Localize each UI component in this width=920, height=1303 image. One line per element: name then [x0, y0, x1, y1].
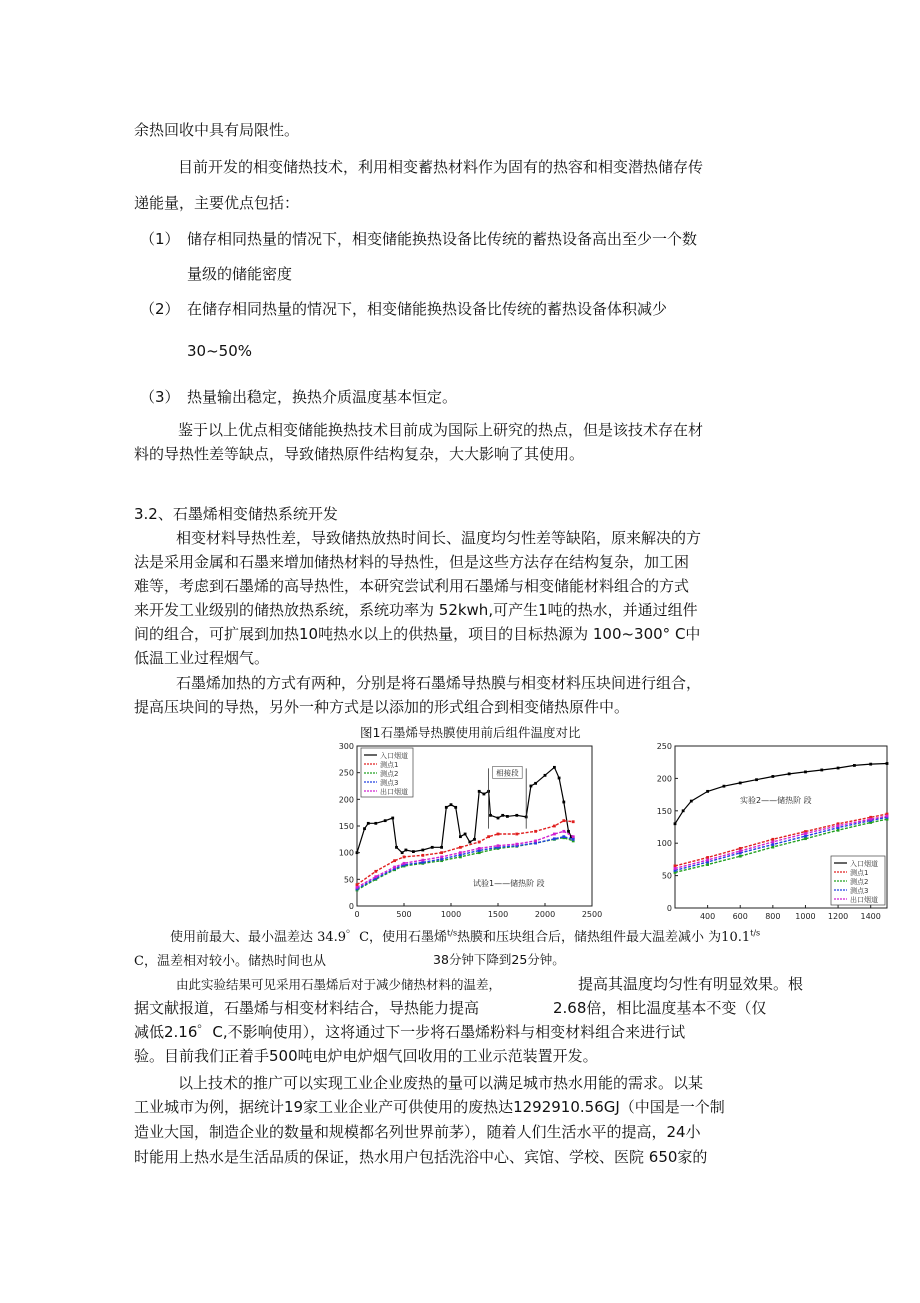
c2-point	[771, 843, 774, 846]
c2-xtick-label: 400	[699, 912, 716, 921]
c1-point	[393, 866, 396, 869]
c1-point	[483, 793, 486, 796]
para-res-line4: 验。目前我们正着手500吨电炉电炉烟气回收用的工业示范装置开发。	[134, 1047, 598, 1065]
c2-point	[739, 847, 742, 850]
c1-point	[553, 837, 556, 840]
c1-point	[395, 846, 398, 849]
c1-point	[489, 814, 492, 817]
c2-point	[869, 818, 872, 821]
c1-series-line	[357, 821, 573, 885]
c1-xtick-label: 2500	[581, 910, 603, 919]
para-intro: 余热回收中具有局限性。	[134, 121, 300, 139]
figure-title: 图1石墨烯导热膜使用前后组件温度对比	[360, 725, 581, 740]
para-city-line3: 造业大国，制造企业的数量和规模都名列世界前茅），随着人们生活水平的提高，24小	[134, 1123, 701, 1141]
c1-point	[384, 819, 387, 822]
c2-point	[706, 863, 709, 866]
c1-ytick-label: 50	[343, 875, 354, 885]
c1-point	[431, 846, 434, 849]
c1-point	[450, 803, 453, 806]
c2-ytick-label: 200	[656, 774, 672, 784]
c2-ytick-label: 50	[661, 871, 672, 881]
c1-point	[401, 851, 404, 854]
c2-annotation: 实验2——储热阶 段	[740, 796, 812, 805]
para-hot-line2: 料的导热性差等缺点，导致储热原件结构复杂，大大影响了其使用。	[134, 445, 585, 463]
c2-point	[804, 835, 807, 838]
c1-ytick-label: 0	[348, 902, 354, 911]
c1-point	[562, 835, 565, 838]
c1-point	[530, 785, 533, 788]
c1-xtick-label: 2000	[534, 910, 556, 919]
c1-point	[363, 827, 366, 830]
c1-point	[515, 833, 518, 836]
c2-point	[723, 785, 726, 788]
chart-right	[645, 738, 895, 922]
c1-annotation: 试验1——储热阶 段	[473, 879, 545, 888]
adv3-line1: 热量输出稳定，换热介质温度基本恒定。	[187, 388, 458, 406]
c2-point	[706, 856, 709, 859]
c1-point	[374, 875, 377, 878]
figure-note-sup1: t/s	[447, 928, 458, 938]
c1-point	[553, 766, 556, 769]
figure-note-2b: 38分钟下降到25分钟。	[433, 952, 565, 967]
c1-ytick-label: 100	[338, 848, 354, 858]
c2-ytick-label: 150	[656, 806, 672, 816]
c1-bracket-label: 相接段	[496, 768, 519, 778]
figure-note-sup2: t/s	[750, 928, 761, 938]
c1-point	[391, 817, 394, 820]
adv1-number: （1）	[140, 230, 180, 248]
para-sec-line4: 来开发工业级别的储热放热系统，系统功率为 52kwh,可产生1吨的热水，并通过组件	[134, 601, 698, 619]
para-tech-line2: 递能量，主要优点包括：	[134, 194, 300, 212]
c1-point	[497, 817, 500, 820]
c1-point	[468, 841, 471, 844]
c1-point	[412, 850, 415, 853]
para-tech-line1: 目前开发的相变储热技术，利用相变蓄热材料作为固有的热容和相变潜热储存传	[178, 158, 704, 176]
c2-point	[674, 822, 677, 825]
para-sec-line3: 难等，考虑到石墨烯的高导热性，本研究尝试利用石墨烯与相变储能材料组合的方式	[134, 577, 690, 595]
para-sec-line5: 间的组合，可扩展到加热10吨热水以上的供热量，项目的目标热源为 100~300° C中	[134, 625, 701, 643]
c1-legend-label: 测点3	[380, 779, 399, 787]
c1-ytick-label: 250	[338, 768, 354, 778]
adv2-line2: 30~50%	[187, 342, 252, 360]
c1-point	[421, 859, 424, 862]
c1-point	[567, 830, 570, 833]
para-sec-line1: 相变材料导热性差，导致储热放热时间长、温度均匀性差等缺陷，原来解决的方	[176, 529, 702, 547]
c1-point	[459, 846, 462, 849]
adv2-line1: 在储存相同热量的情况下，相变储能换热设备比传统的蓄热设备体积减少	[187, 300, 668, 318]
para-sec-line2: 法是采用金属和石墨来增加储热材料的导热性，但是这些方法存在结构复杂，加工困	[134, 553, 690, 571]
c1-point	[562, 819, 565, 822]
c2-xtick-label: 800	[765, 912, 781, 921]
para-hot-line1: 鉴于以上优点相变储能换热技术目前成为国际上研究的热点，但是该技术存在材	[178, 421, 704, 439]
c2-point	[837, 767, 840, 770]
c2-ytick-label: 250	[656, 742, 672, 751]
c1-point	[440, 856, 443, 859]
c2-point	[837, 829, 840, 832]
c2-point	[771, 846, 774, 849]
c1-point	[421, 849, 424, 852]
c2-point	[674, 864, 677, 867]
para-res-line3: 减低2.16゜C,不影响使用），这将通过下一步将石墨烯粉料与相变材料组合来进行试	[134, 1023, 686, 1041]
c1-point	[464, 833, 467, 836]
para-sec-line6: 低温工业过程烟气。	[134, 649, 270, 667]
c1-legend-label: 测点1	[380, 761, 399, 769]
c1-point	[562, 830, 565, 833]
c2-point	[886, 815, 889, 818]
c2-point	[739, 782, 742, 785]
c2-point	[837, 824, 840, 827]
c1-point	[534, 840, 537, 843]
c1-point	[487, 835, 490, 838]
c1-legend-label: 测点2	[380, 770, 399, 778]
c1-point	[478, 847, 481, 850]
c1-point	[501, 814, 504, 817]
c2-point	[804, 832, 807, 835]
figure-note-2a: C，温差相对较小。储热时间也从	[134, 954, 326, 969]
c2-point	[820, 769, 823, 772]
c1-point	[572, 835, 575, 838]
c2-point	[739, 850, 742, 853]
c1-point	[572, 838, 575, 841]
c2-point	[771, 775, 774, 778]
c2-xtick-label: 1400	[860, 912, 881, 921]
c1-point	[393, 859, 396, 862]
c2-point	[690, 800, 693, 803]
c1-xtick-label: 1500	[487, 910, 509, 919]
adv1-line2: 量级的储能密度	[187, 265, 293, 283]
c1-point	[534, 830, 537, 833]
c1-point	[404, 849, 407, 852]
c1-point	[534, 782, 537, 785]
c2-point	[804, 771, 807, 774]
c1-point	[454, 806, 457, 809]
para-city-line4: 时能用上热水是生活品质的保证，热水用户包括洗浴中心、宾馆、学校、医院 650家的	[134, 1148, 708, 1166]
c1-point	[440, 846, 443, 849]
c2-legend-label: 出口烟道	[850, 896, 878, 904]
c2-point	[674, 867, 677, 870]
c1-xtick-label: 1000	[440, 910, 462, 919]
c1-point	[553, 825, 556, 828]
c1-point	[356, 883, 359, 886]
c1-point	[403, 862, 406, 865]
c2-point	[788, 772, 791, 775]
c1-point	[374, 870, 377, 873]
para-res-line1b: 提高其温度均匀性有明显效果。根	[578, 975, 804, 993]
c1-point	[473, 838, 476, 841]
adv1-line1: 储存相同热量的情况下，相变储能换热设备比传统的蓄热设备高出至少一个数	[187, 230, 698, 248]
c2-xtick-label: 1200	[827, 912, 849, 921]
c1-legend-label: 入口烟道	[380, 752, 408, 760]
c2-legend-label: 测点1	[850, 869, 869, 877]
c2-xtick-label: 1000	[795, 912, 816, 921]
chart-left	[325, 738, 605, 922]
c1-point	[367, 822, 370, 825]
para-city-line1: 以上技术的推广可以实现工业企业废热的量可以满足城市热水用能的需求。以某	[178, 1074, 704, 1092]
c1-point	[558, 777, 561, 780]
c1-point	[515, 843, 518, 846]
c1-point	[497, 844, 500, 847]
c2-ytick-label: 0	[666, 904, 672, 913]
c1-point	[515, 814, 518, 817]
c2-point	[682, 809, 685, 812]
c1-ytick-label: 300	[338, 742, 354, 751]
c1-point	[562, 801, 565, 804]
para-res-line2a: 据文献报道，石墨烯与相变材料结合，导热能力提高	[134, 999, 480, 1017]
c2-legend-label: 入口烟道	[850, 860, 878, 868]
figure-note-1b: 热膜和压块组合后，储热组件最大温差减小 为10.1	[457, 930, 751, 945]
figure-note-line1	[170, 926, 760, 945]
section-title: 3.2、石墨烯相变储热系统开发	[134, 505, 338, 523]
adv3-number: （3）	[140, 388, 180, 406]
c1-point	[459, 835, 462, 838]
c1-legend-label: 出口烟道	[380, 788, 408, 796]
c2-xtick-label: 600	[732, 912, 748, 921]
c1-xtick-label: 0	[354, 910, 360, 919]
c1-point	[356, 886, 359, 889]
c1-ytick-label: 200	[338, 795, 354, 805]
c1-point	[572, 820, 575, 823]
c1-ytick-label: 150	[338, 822, 354, 831]
c2-legend-label: 测点2	[850, 878, 869, 886]
c2-point	[706, 790, 709, 793]
c2-legend-label: 测点3	[850, 887, 869, 895]
c2-point	[886, 762, 889, 765]
para-city-line2: 工业城市为例，据统计19家工业企业产可供使用的废热达1292910.56GJ（中国是一个制	[134, 1098, 725, 1116]
c2-point	[771, 838, 774, 841]
c1-point	[497, 833, 500, 836]
c2-point	[853, 764, 856, 767]
c1-point	[403, 856, 406, 859]
c2-point	[755, 778, 758, 781]
adv2-number: （2）	[140, 300, 180, 318]
para-heat-line1: 石墨烯加热的方式有两种，分别是将石墨烯导热膜与相变材料压块间进行组合，	[176, 674, 702, 692]
c1-point	[553, 833, 556, 836]
c1-xtick-label: 500	[396, 910, 412, 919]
c1-point	[374, 822, 377, 825]
c2-series-line	[675, 764, 887, 824]
c1-point	[421, 854, 424, 857]
c1-point	[459, 851, 462, 854]
c1-point	[478, 790, 481, 793]
c1-point	[440, 851, 443, 854]
c2-point	[869, 763, 872, 766]
c2-point	[771, 841, 774, 844]
figure-note-1a: 使用前最大、最小温差达 34.9゜C，使用石墨烯	[170, 930, 448, 945]
c1-point	[544, 774, 547, 777]
para-res-line2b: 2.68倍，相比温度基本不变（仅	[553, 999, 767, 1017]
para-res-line1a: 由此实验结果可见采用石墨烯后对于减少储热材料的温差，	[176, 977, 502, 992]
c2-point	[739, 855, 742, 858]
c1-point	[478, 841, 481, 844]
c2-ytick-label: 100	[656, 839, 672, 849]
c1-point	[506, 815, 509, 818]
para-heat-line2: 提高压块间的导热，另外一种方式是以添加的形式组合到相变储热原件中。	[134, 698, 630, 716]
c2-point	[706, 859, 709, 862]
c1-point	[445, 806, 448, 809]
c2-point	[804, 837, 807, 840]
